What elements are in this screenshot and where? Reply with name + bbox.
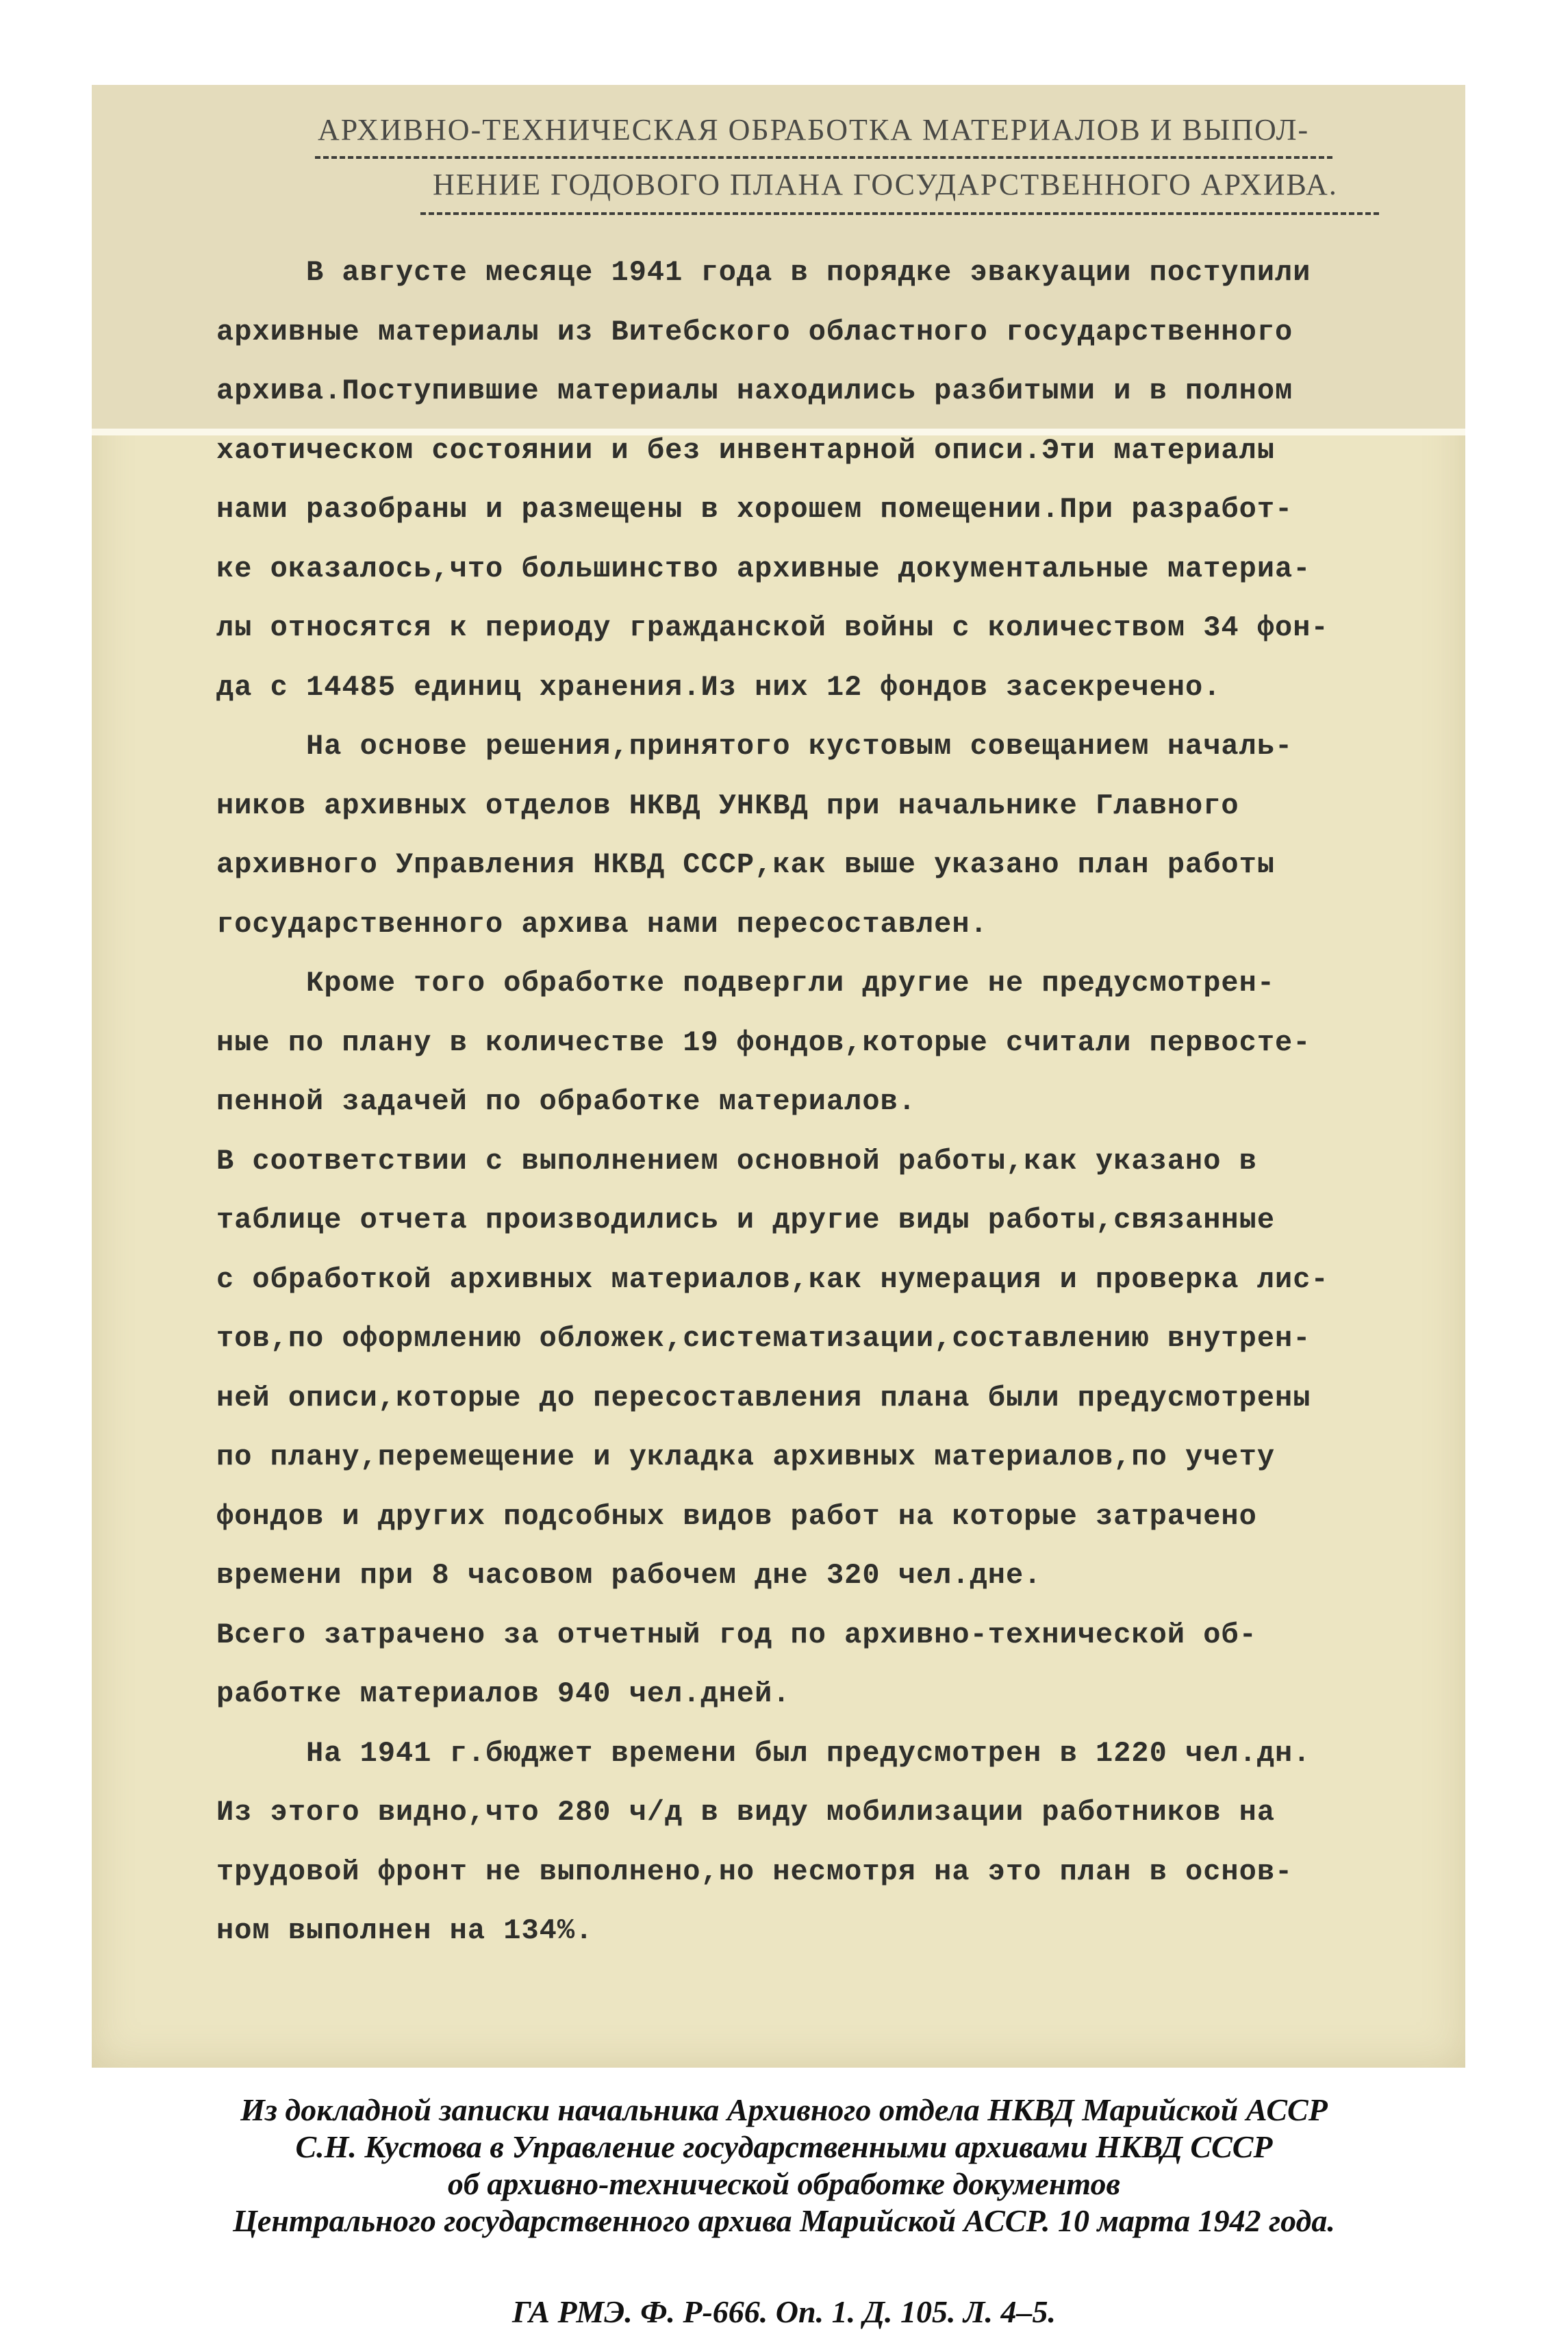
caption-line-1: Из докладной записки начальника Архивного отдела НКВД Марийской АССР xyxy=(240,2092,1328,2127)
title-underline-2 xyxy=(420,212,1379,215)
document-line: государственного архива нами пересоставлен. xyxy=(216,908,988,941)
document-title-line-1: АРХИВНО-ТЕХНИЧЕСКАЯ ОБРАБОТКА МАТЕРИАЛОВ И ВЫПОЛ- xyxy=(318,113,1310,147)
document-line: по плану,перемещение и укладка архивных материалов,по учету xyxy=(216,1441,1276,1473)
document-title-line-2: НЕНИЕ ГОДОВОГО ПЛАНА ГОСУДАРСТВЕННОГО АРХИВА. xyxy=(433,168,1338,201)
document-line: таблице отчета производились и другие виды работы,связанные xyxy=(216,1204,1276,1236)
document-line: архива.Поступившие материалы находились разбитыми и в полном xyxy=(216,375,1293,407)
document-line: работке материалов 940 чел.дней. xyxy=(216,1677,791,1710)
document-line: трудовой фронт не выполнено,но несмотря на это план в основ- xyxy=(216,1855,1293,1888)
caption-line-2: С.Н. Кустова в Управление государственными архивами НКВД СССР xyxy=(295,2129,1273,2164)
document-line: да с 14485 единиц хранения.Из них 12 фондов засекречено. xyxy=(216,671,1222,704)
document-line: ней описи,которые до пересоставления плана были предусмотрены xyxy=(216,1382,1311,1414)
document-line: ном выполнен на 134%. xyxy=(216,1914,594,1947)
title-underline-1 xyxy=(315,156,1332,159)
document-line: лы относятся к периоду гражданской войны с количеством 34 фон- xyxy=(216,611,1329,644)
document-line: с обработкой архивных материалов,как нумерация и проверка лис- xyxy=(216,1263,1329,1296)
caption-line-4: Центрального государственного архива Марийской АССР. 10 марта 1942 года. xyxy=(233,2203,1335,2238)
document-line: На основе решения,принятого кустовым совещанием началь- xyxy=(216,730,1293,763)
caption-line-3: об архивно-технической обработке документов xyxy=(447,2166,1121,2201)
document-line: ке оказалось,что большинство архивные документальные материа- xyxy=(216,553,1311,585)
document-line: архивного Управления НКВД СССР,как выше указано план работы xyxy=(216,848,1276,881)
document-line: ников архивных отделов НКВД УНКВД при начальнике Главного xyxy=(216,789,1239,822)
document-line: времени при 8 часовом рабочем дне 320 чел.дне. xyxy=(216,1559,1042,1592)
document-scan xyxy=(92,85,1465,2068)
document-line: Кроме того обработке подвергли другие не предусмотрен- xyxy=(216,967,1276,1000)
caption xyxy=(0,2092,1568,2240)
document-line: пенной задачей по обработке материалов. xyxy=(216,1085,916,1118)
document-line: тов,по оформлению обложек,систематизации,составлению внутрен- xyxy=(216,1322,1311,1355)
document-line: Из этого видно,что 280 ч/д в виду мобилизации работников на xyxy=(216,1796,1276,1829)
document-line: ные по плану в количестве 19 фондов,которые считали первосте- xyxy=(216,1026,1311,1059)
document-line: Всего затрачено за отчетный год по архивно-технической об- xyxy=(216,1619,1257,1651)
document-line: В соответствии с выполнением основной работы,как указано в xyxy=(216,1145,1257,1178)
document-line: хаотическом состоянии и без инвентарной описи.Эти материалы xyxy=(216,434,1276,467)
document-line: В августе месяце 1941 года в порядке эвакуации поступили xyxy=(216,256,1311,289)
document-line: архивные материалы из Витебского областного государственного xyxy=(216,316,1293,348)
document-line: фондов и других подсобных видов работ на которые затрачено xyxy=(216,1500,1257,1533)
document-line: нами разобраны и размещены в хорошем помещении.При разработ- xyxy=(216,493,1293,526)
archive-source-reference: ГА РМЭ. Ф. Р-666. Оп. 1. Д. 105. Л. 4–5. xyxy=(511,2294,1057,2329)
document-line: На 1941 г.бюджет времени был предусмотрен в 1220 чел.дн. xyxy=(216,1737,1311,1770)
